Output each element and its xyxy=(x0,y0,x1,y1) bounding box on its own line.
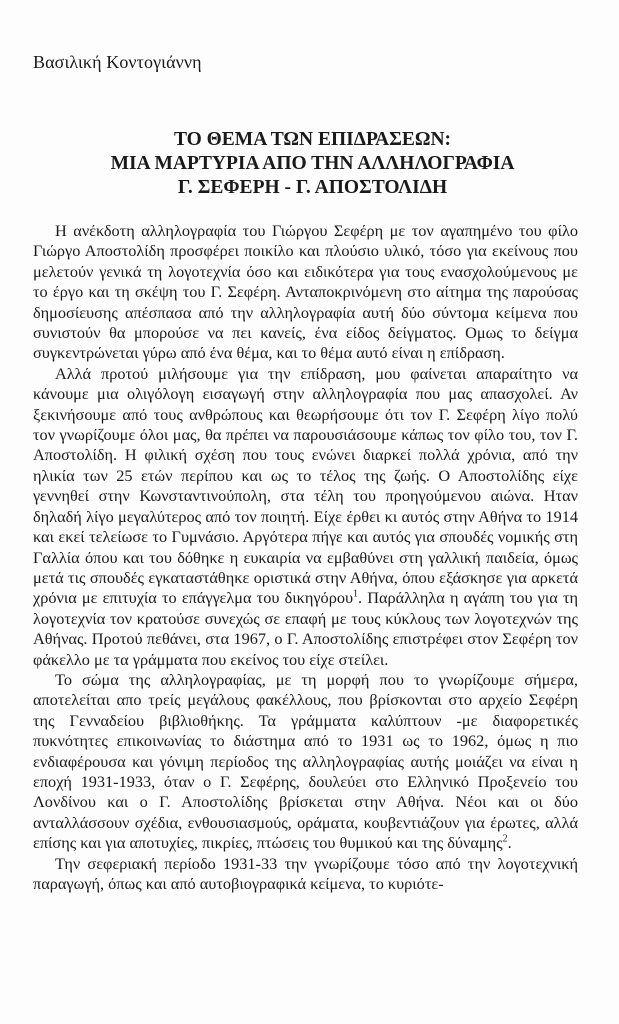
footnote-marker[interactable]: 1 xyxy=(353,588,359,600)
paragraph-text: Αλλά προτού μιλήσουμε για την επίδραση, μου φαίνεται απαραίτητο να κάνουμε μια ολιγόλογη εισαγωγή στην αλληλογραφία που μας απασχολεί. Αν ξεκινήσουμε από τους ανθρώπους και θεωρήσουμε ότι τον Γ. Σεφέρη λίγο πολύ τον γνωρίζουμε όλοι μας, θα πρέπει να παρουσιάσουμε κάπως τον φίλο του, τον Γ. Αποστολίδη. Η φιλική σχέση που τους ενώνει διαρκεί πολλά χρόνια, από την ηλικία των 25 ετών περίπου και ως το τέλος της ζωής. Ο Αποστολίδης είχε γεννηθεί στην Κωνσταντινούπολη, στα τέλη του προηγούμενου αιώνα. Ηταν δηλαδή λίγο μεγαλύτερος από τον ποιητή. Είχε έρθει κι αυτός στην Αθήνα το 1914 και εκεί τελείωσε το Γυμνάσιο. Αργότερα πήγε και αυτός για σπουδές νομικής στη Γαλλία όπου και του δόθηκε η ευκαιρία να εμβαθύνει στη γαλλική παιδεία, όμως μετά τις σπουδές εγκαταστάθηκε οριστικά στην Αθήνα, όπου εξάσκησε για αρκετά χρόνια με επιτυχία το επάγγελμα του δικηγόρου xyxy=(33,363,578,608)
paragraph-text-continued: . Παράλληλα η αγάπη του για τη λογοτεχνία τον κρατούσε συνεχώς σε επαφή με τους κύκλους των λογοτεχνών της Αθήνας. Προτού πεθάνει, στα 1967, ο Γ. Αποστολίδης επιστρέφει στον Σεφέρη τον φάκελλο με τα γράμματα που εκείνος του είχε στείλει. xyxy=(33,588,578,669)
article-title xyxy=(40,128,585,200)
paragraph-2 xyxy=(33,364,578,670)
paragraph-text-continued: . xyxy=(507,833,512,853)
title-line-3: Γ. ΣΕΦΕΡΗ - Γ. ΑΠΟΣΤΟΛΙΔΗ xyxy=(177,177,448,198)
paragraph-4 xyxy=(33,854,578,895)
author-name: Βασιλική Κοντογιάννη xyxy=(33,52,202,72)
article-body xyxy=(33,221,578,894)
title-line-2: ΜΙΑ ΜΑΡΤΥΡΙΑ ΑΠΟ ΤΗΝ ΑΛΛΗΛΟΓΡΑΦΙΑ xyxy=(110,153,515,174)
paragraph-3 xyxy=(33,670,578,854)
paragraph-text: Το σώμα της αλληλογραφίας, με τη μορφή που το γνωρίζουμε σήμερα, αποτελείται απο τρείς μεγάλους φακέλλους, που βρίσκονται στο αρχείο Σεφέρη της Γενναδείου βιβλιοθήκης. Τα γράμματα καλύπτουν -με διαφορετικές πυκνότητες επικοινωνίας το διάστημα από το 1931 ως το 1962, όμως η πιο ενδιαφέρουσα και γόνιμη περίοδος της αλληλογραφίας αυτής μοιάζει να είναι η εποχή 1931-1933, όταν ο Γ. Σεφέρης, δουλεύει στο Ελληνικό Προξενείο του Λονδίνου και ο Γ. Αποστολίδης βρίσκεται στην Αθήνα. Νέοι και οι δύο ανταλλάσσουν σχέδια, ενθουσιασμούς, οράματα, κουβεντιάζουν για έρωτες, αλλά επίσης και για αποτυχίες, πικρίες, πτώσεις του θυμικού και της δύναμης xyxy=(33,669,578,853)
paragraph-text: Η ανέκδοτη αλληλογραφία του Γιώργου Σεφέρη με τον αγαπημένο του φίλο Γιώργο Αποστολίδη προσφέρει ποικίλο και πλούσιο υλικό, τόσο για εκείνους που μελετούν γενικά τη λογοτεχνία όσο και ειδικότερα για τους ενασχολούμενους με το έργο και τη σκέψη του Γ. Σεφέρη. Ανταποκρινόμενη στο αίτημα της παρούσας δημοσίευσης απέσπασα από την αλληλογραφία αυτή δύο σύντομα κείμενα που συνιστούν θα μπορούσε να πει κανείς, ένα είδος δείγματος. Ομως το δείγμα συγκεντρώνεται γύρω από ένα θέμα, και το θέμα αυτό είναι η επίδραση. xyxy=(33,221,578,363)
title-line-1: ΤΟ ΘΕΜΑ ΤΩΝ ΕΠΙΔΡΑΣΕΩΝ: xyxy=(173,129,452,150)
footnote-marker[interactable]: 2 xyxy=(502,833,508,845)
paragraph-1 xyxy=(33,221,578,364)
paragraph-text: Την σεφεριακή περίοδο 1931-33 την γνωρίζουμε τόσο από την λογοτεχνική παραγωγή, όπως και από αυτοβιογραφικά κείμενα, το κυριότε- xyxy=(33,853,578,893)
